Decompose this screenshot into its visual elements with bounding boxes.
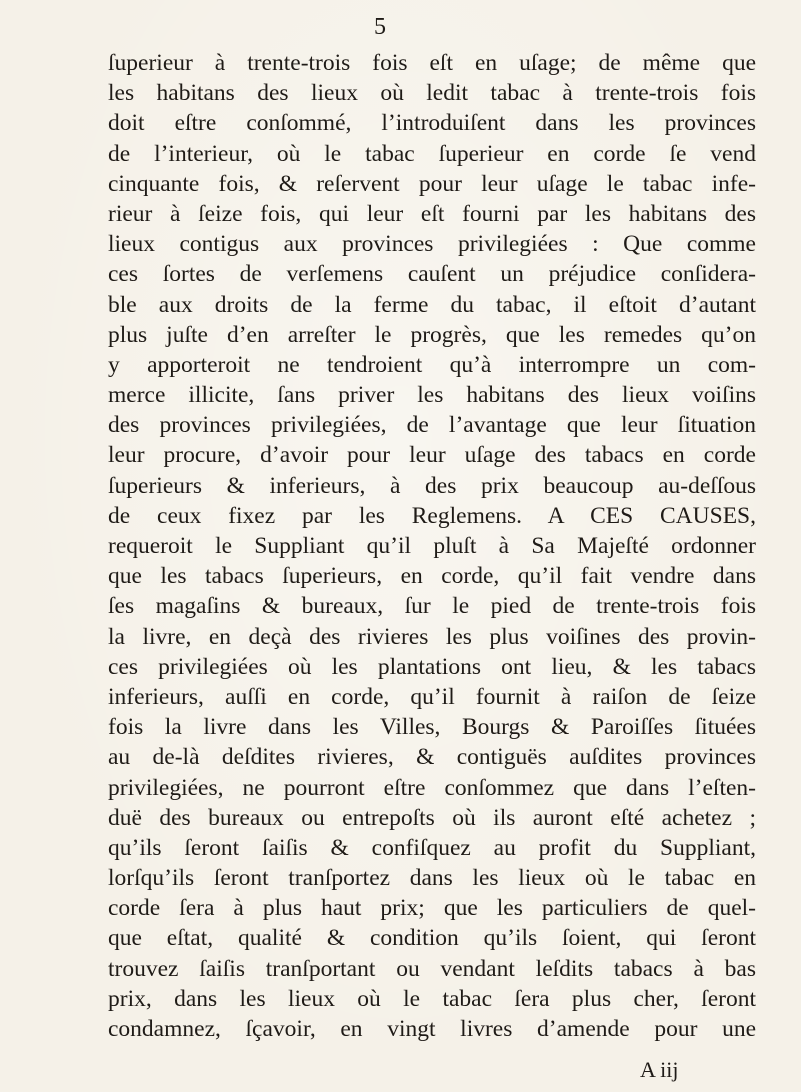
text-line: cinquante fois, & reſervent pour leur uſage le tabac infe- xyxy=(108,170,756,197)
text-line: y apporteroit ne tendroient qu’à interrompre un com- xyxy=(108,351,756,378)
text-line: duë des bureaux ou entrepoſts où ils auront eſté achetez ; xyxy=(108,804,756,831)
text-line: merce illicite, ſans priver les habitans des lieux voiſins xyxy=(108,382,756,409)
signature-mark: A iij xyxy=(640,1057,679,1082)
text-line: ſuperieurs & inferieurs, à des prix beaucoup au-deſſous xyxy=(108,472,756,499)
text-line: privilegiées, ne pourront eſtre conſommez que dans l’eſten- xyxy=(108,774,756,801)
page-number: 5 xyxy=(374,14,386,40)
text-line: que les tabacs ſuperieurs, en corde, qu’il fait vendre dans xyxy=(108,563,756,590)
text-line: prix, dans les lieux où le tabac ſera plus cher, ſeront xyxy=(108,985,756,1012)
text-line: leur procure, d’avoir pour leur uſage des tabacs en corde xyxy=(108,442,756,469)
text-line: ces privilegiées où les plantations ont lieu, & les tabacs xyxy=(108,653,756,680)
text-line: au de-là deſdites rivieres, & contiguës auſdites provinces xyxy=(108,744,756,771)
text-line: de ceux fixez par les Reglemens. A CES CAUSES, xyxy=(108,502,756,529)
text-line: la livre, en deçà des rivieres les plus voiſines des provin- xyxy=(108,623,756,650)
text-line: fois la livre dans les Villes, Bourgs & Paroiſſes ſituées xyxy=(108,714,756,741)
text-line: ble aux droits de la ferme du tabac, il eſtoit d’autant xyxy=(108,291,756,318)
text-line: les habitans des lieux où ledit tabac à trente-trois fois xyxy=(108,80,756,107)
text-line: inferieurs, auſſi en corde, qu’il fournit à raiſon de ſeize xyxy=(108,683,756,710)
text-line: que eſtat, qualité & condition qu’ils ſoient, qui ſeront xyxy=(108,925,756,952)
text-line: de l’interieur, où le tabac ſuperieur en corde ſe vend xyxy=(108,140,756,167)
text-line: condamnez, ſçavoir, en vingt livres d’amende pour une xyxy=(108,1016,756,1042)
body-text xyxy=(108,48,756,1044)
text-line: lorſqu’ils ſeront tranſportez dans les lieux où le tabac en xyxy=(108,865,756,892)
text-line: trouvez ſaiſis tranſportant ou vendant leſdits tabacs à bas xyxy=(108,955,756,982)
text-line: plus juſte d’en arreſter le progrès, que les remedes qu’on xyxy=(108,321,756,348)
text-line: ſuperieur à trente-trois fois eſt en uſage; de même que xyxy=(108,50,756,76)
text-line: ſes magaſins & bureaux, ſur le pied de trente-trois fois xyxy=(108,593,756,620)
text-line: lieux contigus aux provinces privilegiées : Que comme xyxy=(108,231,756,258)
text-line: corde ſera à plus haut prix; que les particuliers de quel- xyxy=(108,895,756,922)
text-line: rieur à ſeize fois, qui leur eſt fourni par les habitans des xyxy=(108,200,756,227)
text-line: ces ſortes de verſemens cauſent un préjudice conſidera- xyxy=(108,261,756,288)
text-line: doit eſtre conſommé, l’introduiſent dans les provinces xyxy=(108,110,756,137)
text-line: requeroit le Suppliant qu’il pluſt à Sa Majeſté ordonner xyxy=(108,533,756,559)
text-line: qu’ils ſeront ſaiſis & confiſquez au profit du Suppliant, xyxy=(108,834,756,861)
text-line: des provinces privilegiées, de l’avantage que leur ſituation xyxy=(108,412,756,439)
